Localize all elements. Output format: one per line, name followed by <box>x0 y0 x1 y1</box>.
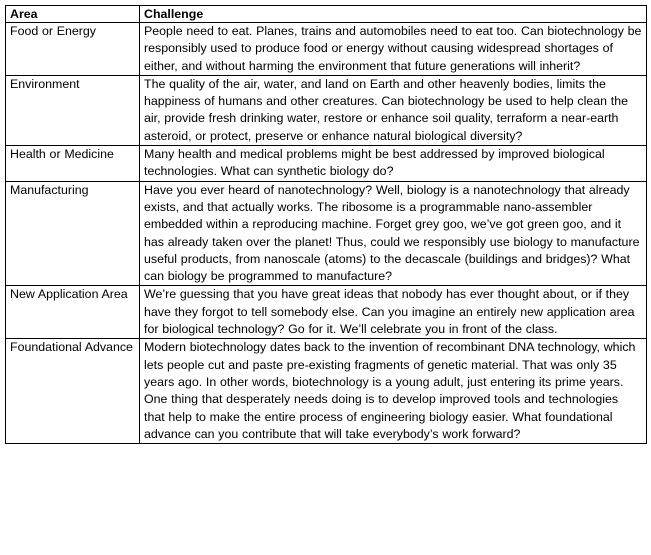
area-cell <box>6 181 140 286</box>
area-label: Health or Medicine <box>10 147 114 162</box>
area-label: Foundational Advance <box>10 340 133 355</box>
challenge-cell <box>140 286 647 339</box>
area-label: New Application Area <box>10 287 128 302</box>
challenge-text: People need to eat. Planes, trains and automobiles need to eat too. Can biotechnology be responsibly used to produce food or energy without causing widespread shortages of either, and without harming the environment that future generations will inherit? <box>144 24 642 73</box>
table-row-health-medicine <box>6 146 647 182</box>
challenge-cell <box>140 23 647 76</box>
table-row-foundational-advance <box>6 339 647 444</box>
challenge-text: We’re guessing that you have great ideas that nobody has ever thought about, or if they have they forgot to tell somebody else. Can you imagine an entirely new application area for biological technology? Go for it. We’ll celebrate you in front of the class. <box>144 287 635 337</box>
challenge-table <box>5 5 647 444</box>
table-row-environment <box>6 75 647 145</box>
challenge-text: Have you ever heard of nanotechnology? Well, biology is a nanotechnology that already exists, and that actually works. The ribosome is a programmable nano-assembler embedded within a reproducing machine. Forget grey goo, we’ve got green goo, and it has already taken over the planet! Thus, could we responsibly use biology to manufacture useful products, from nanoscale (atoms) to the decascale (buildings and bridges)? What can biology be programmed to manufacture? <box>144 182 640 284</box>
challenge-cell <box>140 339 647 444</box>
area-cell <box>6 146 140 182</box>
area-cell <box>6 286 140 339</box>
area-label: Food or Energy <box>10 24 97 38</box>
header-challenge: Challenge <box>140 6 647 23</box>
challenge-text: The quality of the air, water, and land on Earth and other heavenly bodies, limits the happiness of humans and other creatures. Can biotechnology be used to help clean the air, provide fresh drinking water, restore or enhance soil quality, terraform a near-earth asteroid, or protect, preserve or enhance natural biological diversity? <box>144 76 629 143</box>
header-area: Area <box>6 6 140 23</box>
area-cell <box>6 23 140 76</box>
table-row-manufacturing <box>6 181 647 286</box>
challenge-cell <box>140 146 647 182</box>
challenge-text: Modern biotechnology dates back to the invention of recombinant DNA technology, which lets people cut and paste pre-existing fragments of genetic material. That was only 35 years ago. In other words, biotechnology is a young adult, just entering its prime years. One thing that desperately needs doing is to develop improved tools and technologies that help to make the entire process of engineering biology easier. What foundational advance can you contribute that will take everybody’s work forward? <box>144 340 636 441</box>
area-label: Manufacturing <box>10 182 89 197</box>
table-header <box>6 6 647 23</box>
challenge-cell <box>140 75 647 145</box>
area-label: Environment <box>10 76 80 91</box>
area-cell <box>6 75 140 145</box>
header-row <box>6 6 647 23</box>
challenge-text: Many health and medical problems might be best addressed by improved biological technologies. What can synthetic biology do? <box>144 147 605 179</box>
table-row-new-application <box>6 286 647 339</box>
challenge-cell <box>140 181 647 286</box>
area-cell <box>6 339 140 444</box>
table-row-food-energy <box>6 23 647 76</box>
table-body <box>6 23 647 444</box>
